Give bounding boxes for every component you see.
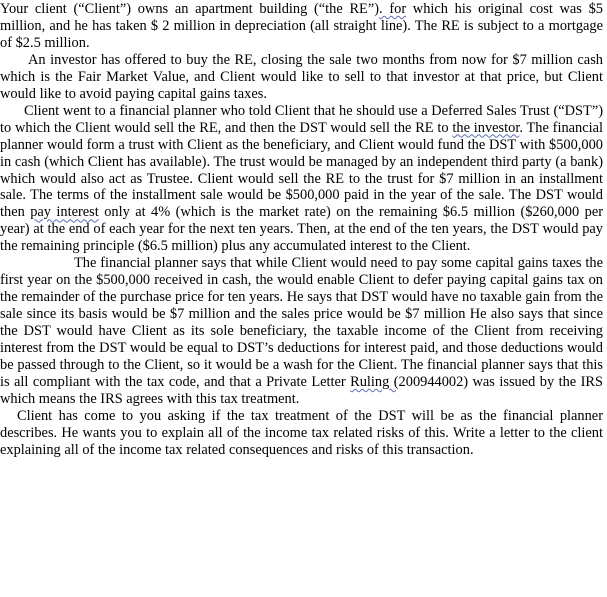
proofing-flagged-text: . for — [379, 1, 407, 17]
text-run: An investor has offered to buy the RE, closing the sale two months from now for $7 million cash which is the Fair Market Value, and Client would like to sell to that investor at that price, but Client would like to avoid paying capital gains taxes. — [0, 51, 603, 102]
paragraph-5 — [0, 408, 603, 459]
text-run: Client went to a financial planner who told Client that he should use a Deferred Sales Trust (“DST”) to which the Client would sell the RE, and then the DST would sell the RE to — [0, 102, 603, 136]
proofing-flagged-text: the investor — [452, 119, 520, 136]
text-run: . The financial planner would form a trust with Client as the beneficiary, and Client would fund the DST with $500,000 in cash (which Client has available). The trust would be managed by an independent third party (a bank) which would also act as Trustee. Client would sell the RE to the trust for $7 million in an installment sale. The terms of the installment sale would be $500,000 paid in the year of the sale. The DST would then — [0, 119, 603, 221]
text-run: 200944002) was issued by the IRS which means the IRS agrees with this tax treatment. — [0, 373, 603, 407]
text-run: Client has come to you asking if the tax treatment of the DST will be as the financial planner describes. He wants you to explain all of the income tax related risks of this. Write a letter to the client explaining all of the income tax related consequences and risks of this transaction. — [0, 407, 603, 458]
paragraph-3 — [0, 103, 603, 256]
text-run: The financial planner says that while Client would need to pay some capital gains taxes the first year on the $500,000 received in cash, the would enable Client to defer paying capital gains tax on the remainder of the purchase price for ten years. He says that DST would have no taxable gain from the sale since its basis would be $7 million and the sales price would be $7 million He also says that since the DST would have Client as its sole beneficiary, the taxable income of the Client from receiving interest from the DST would be equal to DST’s deductions for interest paid, and those deductions would be passed through to the Client, so it would be a wash for the Client. The financial planner says that this is all compliant with the tax code, and that a Private Letter — [0, 255, 603, 390]
text-run: only at 4% (which is the market rate) on the remaining $6.5 million ($260,000 per year) at the end of each year for the next ten years. Then, at the end of the ten years, the DST would pay the remaining principle ($6.5 million) plus any accumulated interest to the Client. — [0, 204, 604, 255]
proofing-flagged-text: pay interest — [30, 204, 99, 221]
text-run: Your client (“Client”) owns an apartment building (“the RE”) — [0, 1, 380, 17]
paragraph-4 — [0, 255, 603, 408]
paragraph-1 — [0, 1, 603, 52]
text-run: which his original cost was $5 million, and he has taken $ 2 million in depreciation (all straight line). The RE is subject to a mortgage of $2.5 million. — [0, 1, 603, 51]
proofing-flagged-text: Ruling ( — [350, 373, 399, 390]
paragraph-2 — [0, 52, 603, 103]
